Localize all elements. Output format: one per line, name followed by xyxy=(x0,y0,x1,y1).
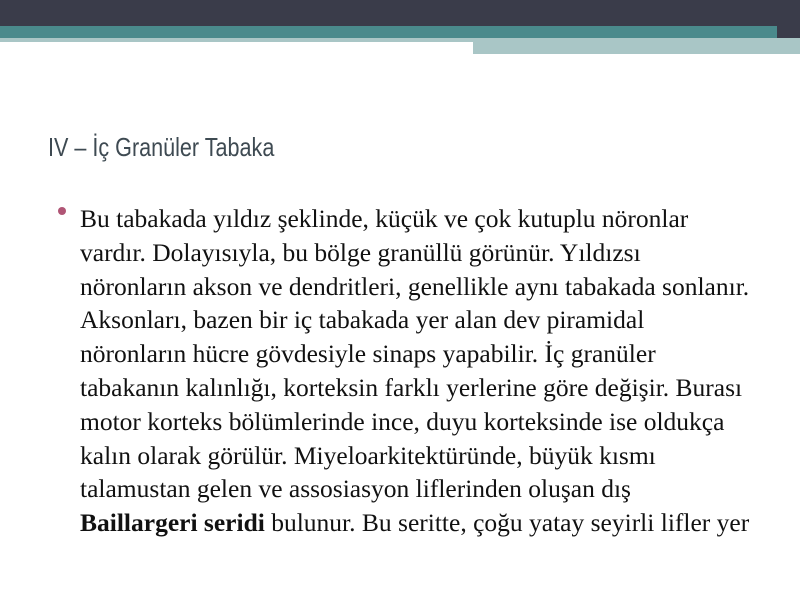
body-text-part-1: Bu tabakada yıldız şeklinde, küçük ve çok kutuplu nöronlar vardır. Dolayısıyla, bu bölge granüllü görünür. Yıldızsı nöronların akson ve dendritleri, genellikle aynı tabakada sonlanır. Aksonları, bazen bir iç tabakada yer alan dev piramidal nöronların hücre gövdesiyle sinaps yapabilir. İç granüler tabakanın kalınlığı, korteksin farklı yerlerine göre değişir. Burası motor korteks bölümlerinde ince, duyu korteksinde ise oldukça kalın olarak görülür. Miyeloarkitektüründe, büyük kısmı talamustan gelen ve assosiasyon liflerinden oluşan dış xyxy=(80,204,750,504)
header-bar-dark xyxy=(0,0,777,26)
header-bar-light-right xyxy=(473,38,800,54)
header-bar-teal xyxy=(0,26,777,38)
bullet-icon xyxy=(58,207,66,215)
slide-title: IV – İç Granüler Tabaka xyxy=(48,132,275,162)
body-text-part-2: bulunur. Bu seritte, çoğu yatay seyirli lifler yer xyxy=(264,508,750,538)
body-bold-term: Baillargeri seridi xyxy=(80,508,265,538)
header-bar-dark-tail xyxy=(777,0,800,38)
body-paragraph xyxy=(80,202,750,540)
header-bar-light xyxy=(0,38,473,42)
